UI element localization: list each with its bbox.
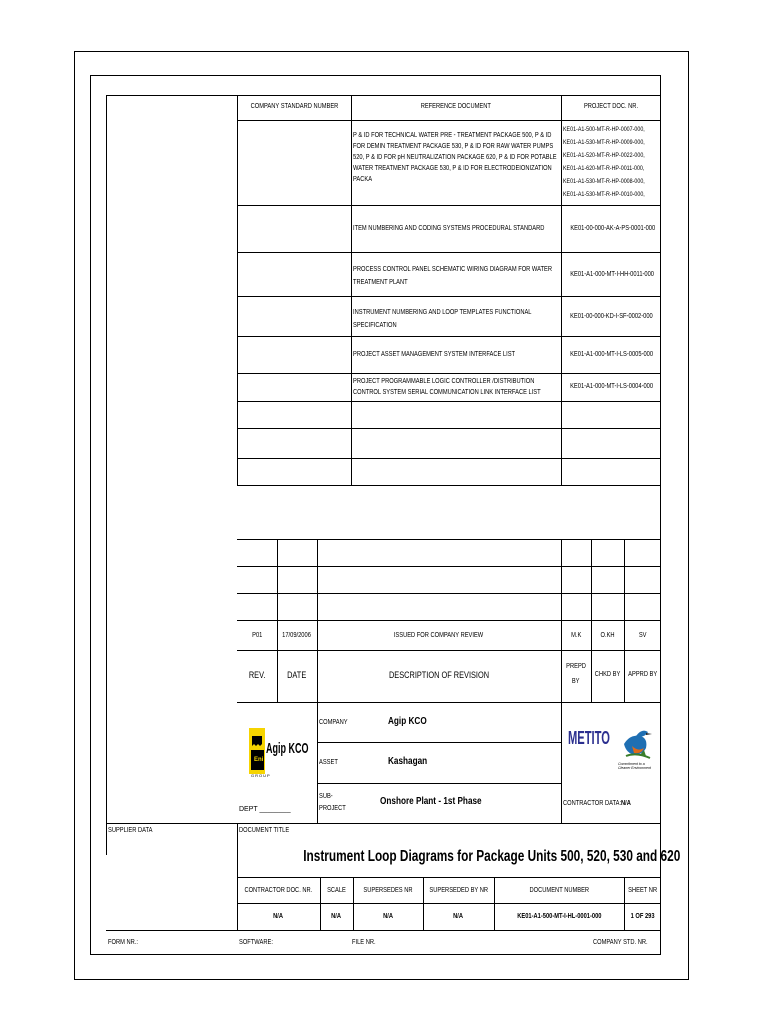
header-apprd-by: APPRD BY [627,671,658,678]
header-supersedes-nr: SUPERSEDES NR [363,887,413,894]
agip-kco-logo-eni: Eni [254,757,264,763]
project-doc-row-1-a: KE01-A1-500-MT-R-HP-0007-000, [563,126,645,133]
header-company-standard-number: COMPANY STANDARD NUMBER [250,103,338,110]
metito-logo [566,720,658,778]
project-doc-row-1-f: KE01-A1-530-MT-R-HP-0010-000, [563,191,645,198]
header-chkd-by: CHKD BY [594,671,621,678]
value-superseded-by-nr: N/A [453,913,464,920]
reference-row-3: PROCESS CONTROL PANEL SCHEMATIC WIRING DIAGRAM FOR WATER TREATMENT PLANT [353,266,553,286]
project-doc-row-5: KE01-A1-000-MT-I-LS-0005-000 [570,351,654,358]
header-by: BY [572,678,580,685]
project-doc-row-1-d: KE01-A1-620-MT-R-HP-0011-000, [563,165,645,172]
agip-kco-logo-text: Agip KCO [266,740,309,757]
project-doc-row-1-c: KE01-A1-520-MT-R-HP-0022-000, [563,152,645,159]
reference-row-4: INSTRUMENT NUMBERING AND LOOP TEMPLATES FUNCTIONAL SPECIFICATION [353,309,532,329]
header-document-number: DOCUMENT NUMBER [529,887,589,894]
header-date: DATE [287,670,307,680]
reference-row-1: P & ID FOR TECHNICAL WATER PRE - TREATMENT PACKAGE 500, P & ID FOR DEMIN TREATMENT PACKAGE 530, P & ID FOR RAW WATER PUMPS 520, P & ID FOR pH NEUTRALIZATION PACKAGE 620, P & ID FOR POTABLE WATER TREATMENT PACKAGE 530, P & ID FOR ELECTRODEIONIZATION PACKA [353,132,557,183]
header-reference-document: REFERENCE DOCUMENT [420,103,492,110]
revision-rev: P01 [251,632,263,639]
header-contractor-doc-nr: CONTRACTOR DOC. NR. [244,887,313,894]
revision-date: 17/09/2006 [282,632,312,639]
subproject-label-2: PROJECT [319,805,346,812]
metito-tagline-2: Cleaner Environment [618,766,651,770]
metito-logo-text: METITO [568,728,610,748]
reference-row-6: PROJECT PROGRAMMABLE LOGIC CONTROLLER /DISTRIBUTION CONTROL SYSTEM SERIAL COMMUNICATION LINK INTERFACE LIST [353,378,541,396]
project-doc-row-2: KE01-00-000-AK-A-PS-0001-000 [570,225,656,232]
supplier-data-label: SUPPLIER DATA [108,827,153,834]
footer-file-nr: FILE NR. [352,939,376,946]
value-contractor-doc-nr: N/A [273,913,284,920]
asset-label: ASSET [319,759,338,766]
company-value: Agip KCO [388,716,427,727]
project-doc-row-3: KE01-A1-000-MT-I-HH-0011-000 [570,271,655,278]
revision-approved: SV [638,632,647,639]
revision-prepared: M.K [570,632,582,639]
contractor-data-label: CONTRACTOR DATA: [563,800,622,807]
contractor-data-value: N/A [621,800,631,807]
dept-label: DEPT ________ [239,806,291,813]
asset-value: Kashagan [388,756,428,767]
document-title-label: DOCUMENT TITLE [239,827,290,834]
value-sheet-nr: 1 OF 293 [630,913,655,920]
reference-row-2: ITEM NUMBERING AND CODING SYSTEMS PROCEDURAL STANDARD [353,225,545,232]
metito-tagline-1: Commitment to a [618,762,645,766]
header-sheet-nr: SHEET NR [628,887,657,894]
agip-kco-logo-group: GROUP [251,773,271,778]
project-doc-row-4: KE01-00-000-KD-I-SF-0002-000 [570,313,653,320]
footer-software: SOFTWARE: [239,939,273,946]
project-doc-row-6: KE01-A1-000-MT-I-LS-0004-000 [570,383,654,390]
document-title: Instrument Loop Diagrams for Package Units 500, 520, 530 and 620 [303,848,681,865]
value-scale: N/A [331,913,342,920]
header-description: DESCRIPTION OF REVISION [388,670,490,680]
value-document-number: KE01-A1-500-MT-I-HL-0001-000 [516,913,602,920]
header-rev: REV. [248,670,266,680]
subproject-value: Onshore Plant - 1st Phase [380,796,482,807]
revision-checked: O.KH [600,632,615,639]
footer-form-nr: FORM NR.: [108,939,138,946]
header-scale: SCALE [327,887,346,894]
agip-kco-logo [248,722,308,780]
project-doc-row-1-e: KE01-A1-530-MT-R-HP-0008-000, [563,178,645,185]
header-project-doc-nr: PROJECT DOC. NR. [583,103,639,110]
header-prepd: PREPD [566,663,586,670]
company-label: COMPANY [319,719,348,726]
header-superseded-by-nr: SUPERSEDED BY NR [429,887,489,894]
footer-company-std-nr: COMPANY STD. NR. [593,939,648,946]
value-supersedes-nr: N/A [383,913,393,920]
revision-description: ISSUED FOR COMPANY REVIEW [394,632,484,639]
subproject-label-1: SUB- [319,793,333,800]
kingfisher-bird-icon [622,722,652,762]
reference-row-5: PROJECT ASSET MANAGEMENT SYSTEM INTERFACE LIST [353,351,516,358]
project-doc-row-1-b: KE01-A1-530-MT-R-HP-0009-000, [563,139,645,146]
